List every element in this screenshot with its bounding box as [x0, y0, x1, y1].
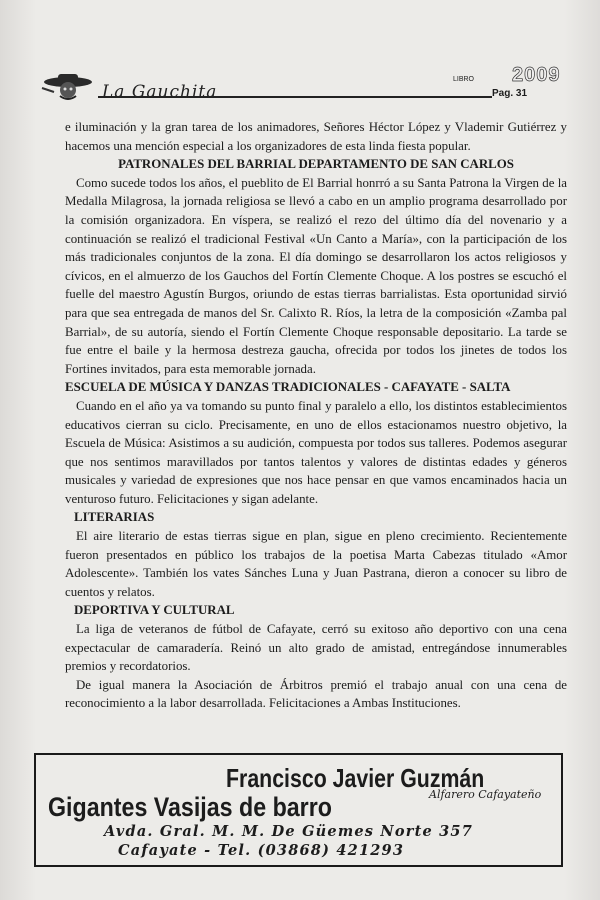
header-rule — [98, 96, 492, 98]
heading-deportiva-cultural: DEPORTIVA Y CULTURAL — [74, 603, 235, 618]
paragraph-deportiva: La liga de veteranos de fútbol de Cafayate, cerró su exitoso año deportivo con una cena expectacular de camaradería. Reinó un alto grado de amistad, entregándose innumerables premios y recordatorios. — [65, 622, 567, 674]
paragraph-patronales: Como sucede todos los años, el pueblito de El Barrial honrró a su Santa Patrona la Virgen de la Medalla Milagrosa, la jornada religiosa se llevó a cabo en un amplio programa desarrollado por la comisión organizadora. En víspera, se realizó el rezo del último día del novenario y a continuación se realizó el tradicional Festival «Un Canto a María», con la participación de los más tradicionales conjuntos de la zona. El día domingo se desarrollaron los actos religiosos y cívicos, en el almuerzo de los Gauchos del Fortín Clemente Choque. A los postres se escuchó el fuelle del maestro Agustín Burgos, oriundo de estas tierras barrialistas. Esta oportunidad sirvió para que sea entregada de manos del Sr. Calixto R. Ríos, la letra de la composición «Zamba pal Barrial», de su autoría, siendo el Fortín Clemente Choque responsable depositario. La tarde se fue entre el baile y la hermosa destreza gaucha, ofrecida por todos los jinetes de todos los Fortines invitados, para esta memorable jornada. — [65, 175, 567, 376]
page-header — [38, 66, 562, 106]
advertiser-trade: Alfarero Cafayateño — [429, 788, 542, 801]
heading-literarias: LITERARIAS — [74, 510, 155, 525]
paragraph-literarias: El aire literario de estas tierras sigue en plan, sigue en pleno crecimiento. Recientemente fueron presentados en público los trabajos de la poetisa Marta Cabezas titulado «Amor Adolescente». También los vates Sánches Luna y Juan Pastrana, dieron a conocer su libro de cuentos y relatos. — [65, 529, 567, 599]
paragraph-escuela-musica: Cuando en el año ya va tomando su punto final y paralelo a ello, los distintos establecimientos educativos cierran su ciclo. Precisamente, en uno de ellos estacionamos nuestro objetivo, la Escuela de Música: Asistimos a su audición, compuesta por todos sus talleres. Podemos asegurar que nos sentimos maravillados por tantos talentos y valores de distintas edades y géneros musicales y variedad de expresiones que nos hace pensar en que vamos encaminados hacia un venturoso futuro. Felicitaciones y sigan adelante. — [65, 398, 567, 506]
magazine-title: La Gauchita — [102, 82, 218, 102]
heading-escuela-musica: ESCUELA DE MÚSICA Y DANZAS TRADICIONALES - CAFAYATE - SALTA — [65, 380, 511, 395]
advertiser-phone: Cafayate - Tel. (03868) 421293 — [118, 842, 405, 859]
paragraph-continuation: e iluminación y la gran tarea de los animadores, Señores Héctor López y Vlademir Gutiérrez y hacemos una mención especial a los organizadores de esta linda fiesta popular. — [65, 120, 567, 153]
article-body — [65, 118, 567, 713]
advertiser-address: Avda. Gral. M. M. De Güemes Norte 357 — [104, 823, 474, 840]
gaucho-logo-icon — [38, 70, 98, 102]
book-label: LIBRO — [453, 76, 475, 83]
advertiser-name: Francisco Javier Guzmán — [226, 763, 485, 793]
page-number: Pag. 31 — [492, 88, 528, 99]
paragraph-arbitros: De igual manera la Asociación de Árbitros premió el trabajo anual con una cena de reconocimiento a la labor desarrollada. Felicitaciones a Ambas Instituciones. — [65, 677, 567, 711]
advertisement-box — [34, 753, 563, 867]
advertised-product: Gigantes Vasijas de barro — [48, 792, 332, 822]
issue-year: 2009 — [512, 64, 561, 86]
heading-patronales: PATRONALES DEL BARRIAL DEPARTAMENTO DE SAN CARLOS — [118, 157, 514, 172]
